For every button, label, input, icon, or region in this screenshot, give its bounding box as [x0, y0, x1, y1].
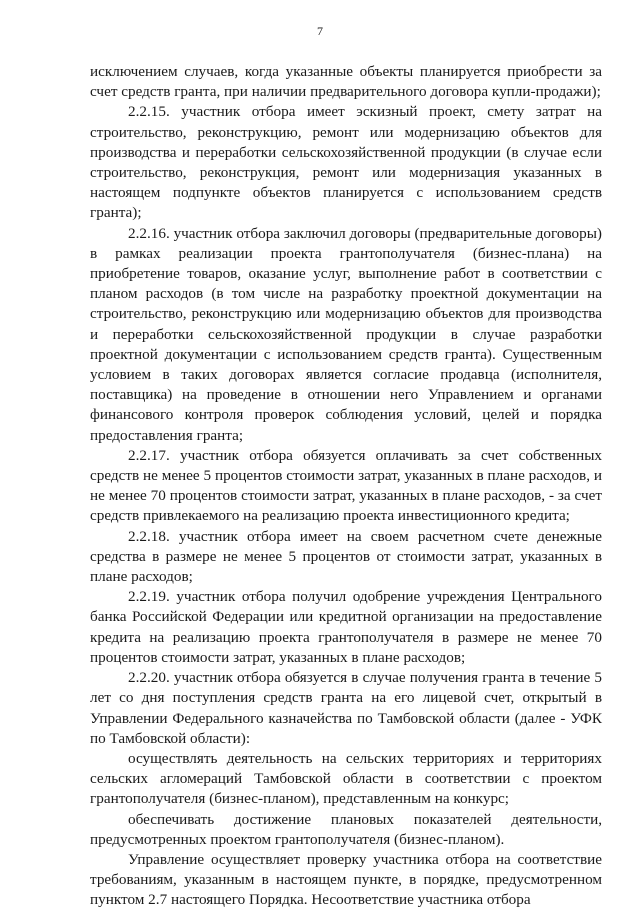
document-body: [90, 62, 602, 911]
paragraph-2-2-17: 2.2.17. участник отбора обязуется оплачивать за счет собственных средств не менее 5 процентов стоимости затрат, указанных в плане расходов, и не менее 70 процентов стоимости затрат, указанных в плане расходов, - за счет средств привлекаемого на реализацию проекта инвестиционного кредита;: [90, 446, 602, 525]
paragraph-verification: Управление осуществляет проверку участника отбора на соответствие требованиям, указанным в настоящем пункте, в порядке, предусмотренном пунктом 2.7 настоящего Порядка. Несоответствие участника отбора: [90, 850, 602, 909]
paragraph-2-2-16: 2.2.16. участник отбора заключил договоры (предварительные договоры) в рамках реализации проекта грантополучателя (бизнес-плана) на приобретение товаров, оказание услуг, выполнение работ в соответствии с планом расходов (в том числе на разработку проектной документации на строительство, реконструкцию или модернизацию объектов для производства и переработки сельскохозяйственной продукции в случае разработки проектной документации с использованием средств гранта). Существенным условием в таких договорах является согласие продавца (исполнителя, поставщика) на проведение в отношении него Управлением и органами финансового контроля проверок соблюдения условий, целей и порядка предоставления гранта;: [90, 224, 602, 444]
paragraph-2-2-20: 2.2.20. участник отбора обязуется в случае получения гранта в течение 5 лет со дня поступления средств гранта на его лицевой счет, открытый в Управлении Федерального казначейства по Тамбовской области (далее - УФК по Тамбовской области):: [90, 669, 602, 747]
paragraph-2-2-15: 2.2.15. участник отбора имеет эскизный проект, смету затрат на строительство, реконструкцию, ремонт или модернизацию объектов для производства и переработки сельскохозяйственной продукции (в случае если строительство, реконструкция, ремонт или модернизация указанных в настоящем подпункте объектов планируется с использованием средств гранта);: [90, 103, 602, 222]
paragraph-continuation: исключением случаев, когда указанные объекты планируется приобрести за счет средств гранта, при наличии предварительного договора купли-продажи);: [90, 63, 602, 101]
paragraph-obligation-indicators: обеспечивать достижение плановых показателей деятельности, предусмотренных проектом грантополучателя (бизнес-планом).: [90, 810, 602, 848]
paragraph-obligation-activity: осуществлять деятельность на сельских территориях и территориях сельских агломераций Тамбовской области в соответствии с проектом грантополучателя (бизнес-планом), представленным на конкурс;: [90, 749, 602, 808]
paragraph-2-2-18: 2.2.18. участник отбора имеет на своем расчетном счете денежные средства в размере не менее 5 процентов от стоимости затрат, указанных в плане расходов;: [90, 527, 602, 586]
page-number: 7: [317, 24, 323, 38]
paragraph-2-2-19: 2.2.19. участник отбора получил одобрение учреждения Центрального банка Российской Федерации или кредитной организации на предоставление кредита на реализацию проекта грантополучателя в размере не менее 70 процентов стоимости затрат, указанных в плане расходов;: [90, 588, 602, 666]
